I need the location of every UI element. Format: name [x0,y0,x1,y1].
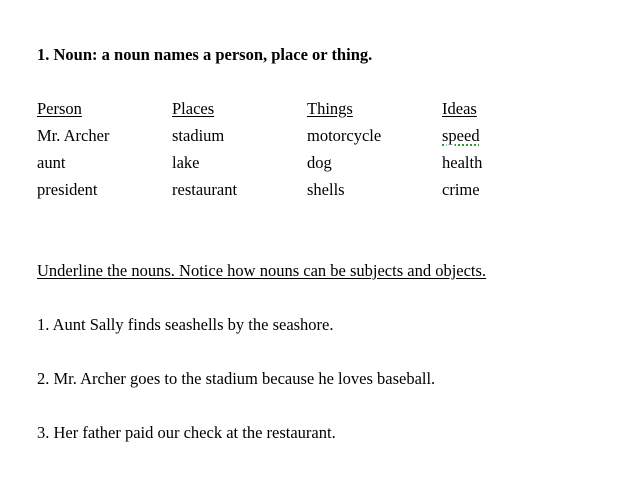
table-cell: motorcycle [307,126,382,145]
column-header-ideas: Ideas [442,99,477,118]
exercise-instruction: Underline the nouns. Notice how nouns can be subjects and objects. [37,261,487,280]
column-header-places: Places [172,99,215,118]
table-cell: lake [172,153,200,172]
exercise-sentence-1: 1. Aunt Sally finds seashells by the seashore. [37,315,334,334]
table-cell: aunt [37,153,66,172]
spellcheck-flagged-word[interactable]: speed [442,126,480,145]
table-cell: health [442,153,483,172]
exercise-sentence-3: 3. Her father paid our check at the restaurant. [37,423,336,442]
noun-examples-table [37,99,577,207]
table-cell: restaurant [172,180,238,199]
column-header-things: Things [307,99,353,118]
table-cell: president [37,180,98,199]
table-cell: shells [307,180,345,199]
exercise-sentence-2: 2. Mr. Archer goes to the stadium because he loves baseball. [37,369,436,388]
table-cell: stadium [172,126,225,145]
noun-definition-heading: 1. Noun: a noun names a person, place or thing. [37,45,373,64]
column-header-person: Person [37,99,82,118]
table-cell: crime [442,180,480,199]
table-cell: dog [307,153,332,172]
table-cell: Mr. Archer [37,126,110,145]
